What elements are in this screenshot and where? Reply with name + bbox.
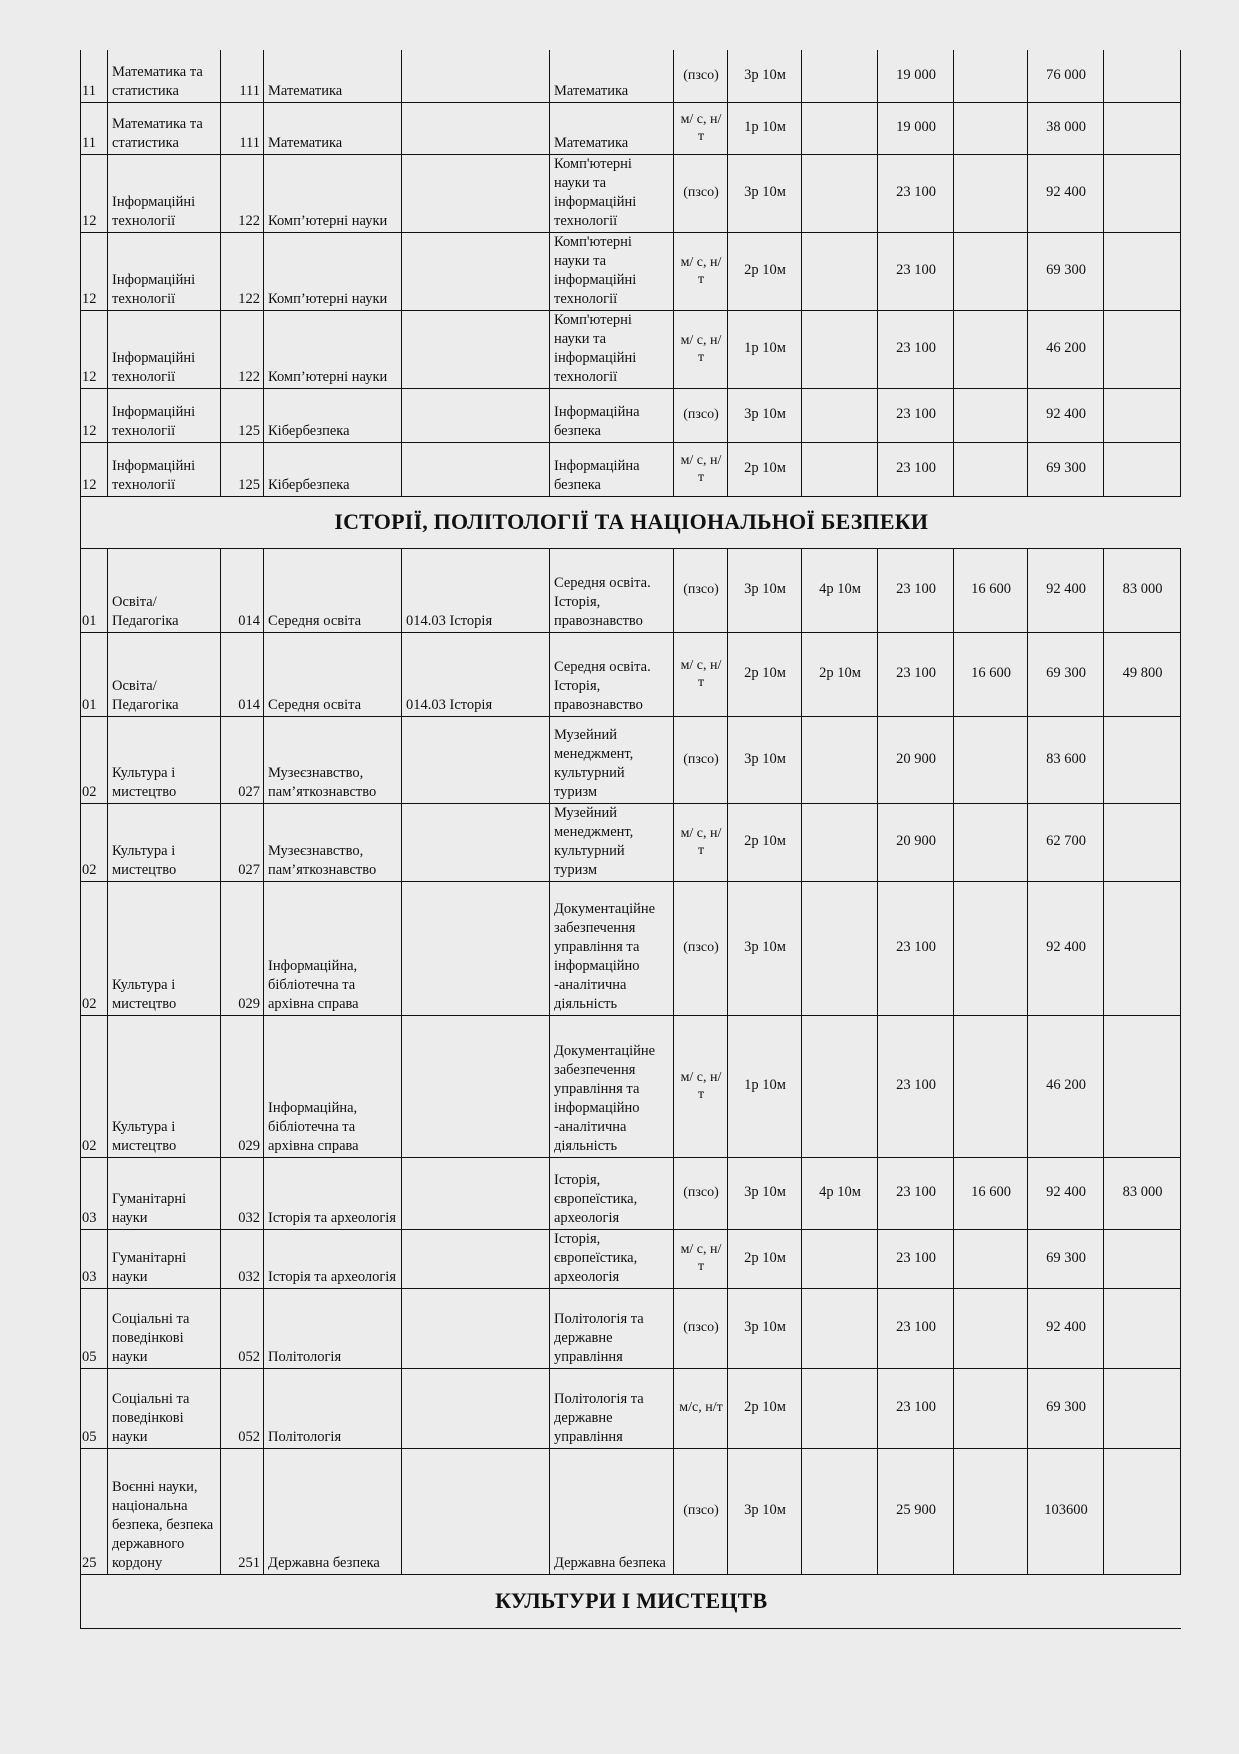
cell-specialty: Інформаційна, бібліотечна та архівна справа	[264, 881, 402, 1015]
cell-study-form: (пзсо)	[674, 548, 728, 632]
cell-term-other	[802, 102, 878, 154]
cell-term-other: 4р 10м	[802, 548, 878, 632]
cell-price-bachelor: 23 100	[878, 1288, 954, 1368]
cell-study-form: м/ с, н/ т	[674, 1015, 728, 1157]
table-body-history	[81, 548, 1181, 1574]
cell-price-bachelor: 23 100	[878, 1229, 954, 1288]
table-row	[81, 388, 1181, 442]
cell-specialization	[402, 1448, 550, 1574]
cell-total-bachelor: 92 400	[1028, 388, 1104, 442]
cell-specialty-code: 029	[221, 881, 264, 1015]
cell-study-form: (пзсо)	[674, 154, 728, 232]
cell-price-bachelor: 25 900	[878, 1448, 954, 1574]
cell-term-other	[802, 1229, 878, 1288]
cell-term-bachelor: 3р 10м	[728, 548, 802, 632]
cell-specialization	[402, 716, 550, 803]
cell-program: Математика	[550, 102, 674, 154]
cell-code: 05	[81, 1288, 108, 1368]
cell-field: Культура і мистецтво	[108, 716, 221, 803]
cell-price-other	[954, 1368, 1028, 1448]
cell-total-other	[1104, 1229, 1181, 1288]
cell-study-form: (пзсо)	[674, 1288, 728, 1368]
cell-price-bachelor: 19 000	[878, 102, 954, 154]
cell-price-bachelor: 23 100	[878, 310, 954, 388]
cell-total-bachelor: 103600	[1028, 1448, 1104, 1574]
cell-specialization	[402, 881, 550, 1015]
cell-term-bachelor: 3р 10м	[728, 154, 802, 232]
cell-term-other: 2р 10м	[802, 632, 878, 716]
cell-total-other	[1104, 1448, 1181, 1574]
cell-term-bachelor: 3р 10м	[728, 388, 802, 442]
cell-study-form: м/ с, н/ т	[674, 232, 728, 310]
cell-specialty-code: 122	[221, 154, 264, 232]
cell-field: Культура і мистецтво	[108, 803, 221, 881]
section-title-history: ІСТОРІЇ, ПОЛІТОЛОГІЇ ТА НАЦІОНАЛЬНОЇ БЕЗПЕКИ	[81, 496, 1181, 548]
cell-specialty-code: 122	[221, 310, 264, 388]
cell-total-bachelor: 92 400	[1028, 154, 1104, 232]
table-row	[81, 548, 1181, 632]
cell-term-other	[802, 388, 878, 442]
cell-specialty-code: 027	[221, 803, 264, 881]
cell-total-bachelor: 46 200	[1028, 1015, 1104, 1157]
section-header-history	[81, 496, 1181, 548]
cell-price-other	[954, 388, 1028, 442]
cell-term-bachelor: 2р 10м	[728, 1229, 802, 1288]
cell-specialty-code: 251	[221, 1448, 264, 1574]
cell-specialization	[402, 50, 550, 102]
cell-total-bachelor: 76 000	[1028, 50, 1104, 102]
cell-total-bachelor: 38 000	[1028, 102, 1104, 154]
cell-term-bachelor: 3р 10м	[728, 50, 802, 102]
cell-price-bachelor: 23 100	[878, 632, 954, 716]
cell-term-other	[802, 881, 878, 1015]
cell-price-other	[954, 881, 1028, 1015]
cell-code: 12	[81, 310, 108, 388]
cell-specialty-code: 032	[221, 1229, 264, 1288]
cell-specialization	[402, 102, 550, 154]
cell-field: Соціальні та поведінкові науки	[108, 1368, 221, 1448]
cell-code: 01	[81, 632, 108, 716]
cell-price-bachelor: 23 100	[878, 232, 954, 310]
cell-total-other: 49 800	[1104, 632, 1181, 716]
cell-program: Інформаційна безпека	[550, 442, 674, 496]
cell-total-other	[1104, 232, 1181, 310]
cell-term-bachelor: 2р 10м	[728, 232, 802, 310]
table-row	[81, 1288, 1181, 1368]
cell-total-bachelor: 69 300	[1028, 232, 1104, 310]
cell-specialty-code: 111	[221, 50, 264, 102]
cell-term-other	[802, 1288, 878, 1368]
cell-program: Середня освіта. Історія, правознавство	[550, 632, 674, 716]
cell-price-other	[954, 442, 1028, 496]
cell-price-other	[954, 310, 1028, 388]
cell-study-form: (пзсо)	[674, 1448, 728, 1574]
cell-price-bachelor: 23 100	[878, 548, 954, 632]
cell-specialty-code: 029	[221, 1015, 264, 1157]
cell-term-bachelor: 3р 10м	[728, 1288, 802, 1368]
cell-code: 11	[81, 50, 108, 102]
cell-total-other: 83 000	[1104, 1157, 1181, 1229]
cell-study-form: (пзсо)	[674, 881, 728, 1015]
cell-total-bachelor: 46 200	[1028, 310, 1104, 388]
cell-price-other	[954, 1229, 1028, 1288]
cell-total-bachelor: 62 700	[1028, 803, 1104, 881]
cell-specialty: Середня освіта	[264, 632, 402, 716]
cell-specialty-code: 125	[221, 442, 264, 496]
table-row	[81, 232, 1181, 310]
cell-total-bachelor: 69 300	[1028, 1229, 1104, 1288]
cell-program: Історія, європеїстика, археологія	[550, 1157, 674, 1229]
cell-specialty: Інформаційна, бібліотечна та архівна справа	[264, 1015, 402, 1157]
cell-term-bachelor: 2р 10м	[728, 442, 802, 496]
cell-specialization	[402, 1229, 550, 1288]
cell-term-bachelor: 2р 10м	[728, 632, 802, 716]
cell-field: Інформаційні технології	[108, 154, 221, 232]
cell-price-other	[954, 716, 1028, 803]
table-row	[81, 803, 1181, 881]
cell-code: 02	[81, 716, 108, 803]
cell-program: Музейний менеджмент, культурний туризм	[550, 716, 674, 803]
cell-specialization	[402, 310, 550, 388]
cell-total-bachelor: 92 400	[1028, 548, 1104, 632]
cell-term-bachelor: 1р 10м	[728, 310, 802, 388]
cell-term-other	[802, 442, 878, 496]
cell-price-other	[954, 232, 1028, 310]
cell-field: Інформаційні технології	[108, 232, 221, 310]
cell-program: Державна безпека	[550, 1448, 674, 1574]
table-row	[81, 1368, 1181, 1448]
cell-study-form: (пзсо)	[674, 50, 728, 102]
cell-price-other	[954, 1288, 1028, 1368]
table-row	[81, 632, 1181, 716]
cell-price-bachelor: 20 900	[878, 803, 954, 881]
cell-term-other	[802, 154, 878, 232]
cell-specialty: Державна безпека	[264, 1448, 402, 1574]
cell-specialty: Кібербезпека	[264, 388, 402, 442]
cell-price-bachelor: 23 100	[878, 154, 954, 232]
cell-specialty-code: 014	[221, 548, 264, 632]
cell-term-other: 4р 10м	[802, 1157, 878, 1229]
cell-specialty-code: 052	[221, 1368, 264, 1448]
cell-field: Інформаційні технології	[108, 442, 221, 496]
cell-study-form: м/ с, н/ т	[674, 632, 728, 716]
cell-total-other	[1104, 881, 1181, 1015]
cell-specialty: Комп’ютерні науки	[264, 310, 402, 388]
cell-code: 01	[81, 548, 108, 632]
cell-field: Культура і мистецтво	[108, 881, 221, 1015]
cell-total-other	[1104, 803, 1181, 881]
cell-program: Політологія та державне управління	[550, 1288, 674, 1368]
cell-specialty-code: 125	[221, 388, 264, 442]
cell-specialization	[402, 154, 550, 232]
cell-code: 05	[81, 1368, 108, 1448]
cell-price-other	[954, 102, 1028, 154]
cell-total-bachelor: 92 400	[1028, 881, 1104, 1015]
cell-specialty: Політологія	[264, 1288, 402, 1368]
cell-field: Соціальні та поведінкові науки	[108, 1288, 221, 1368]
cell-specialization: 014.03 Історія	[402, 548, 550, 632]
cell-term-other	[802, 1448, 878, 1574]
cell-study-form: (пзсо)	[674, 388, 728, 442]
cell-code: 12	[81, 232, 108, 310]
section-title-culture: КУЛЬТУРИ І МИСТЕЦТВ	[81, 1574, 1181, 1628]
cell-price-other: 16 600	[954, 548, 1028, 632]
cell-price-bachelor: 23 100	[878, 1157, 954, 1229]
cell-code: 11	[81, 102, 108, 154]
cell-total-other: 83 000	[1104, 548, 1181, 632]
cell-specialty-code: 052	[221, 1288, 264, 1368]
cell-price-other	[954, 50, 1028, 102]
cell-total-bachelor: 69 300	[1028, 632, 1104, 716]
cell-total-other	[1104, 310, 1181, 388]
table-row	[81, 1229, 1181, 1288]
cell-specialty: Політологія	[264, 1368, 402, 1448]
cell-program: Інформаційна безпека	[550, 388, 674, 442]
cell-term-bachelor: 3р 10м	[728, 1157, 802, 1229]
cell-specialization	[402, 1368, 550, 1448]
cell-price-other	[954, 1015, 1028, 1157]
cell-code: 03	[81, 1157, 108, 1229]
cell-specialization	[402, 232, 550, 310]
cell-specialty: Кібербезпека	[264, 442, 402, 496]
cell-specialty-code: 032	[221, 1157, 264, 1229]
cell-total-bachelor: 83 600	[1028, 716, 1104, 803]
cell-specialization	[402, 388, 550, 442]
cell-program: Комп'ютерні науки та інформаційні технології	[550, 310, 674, 388]
cell-specialty: Середня освіта	[264, 548, 402, 632]
cell-term-other	[802, 716, 878, 803]
cell-total-bachelor: 92 400	[1028, 1288, 1104, 1368]
cell-total-other	[1104, 1368, 1181, 1448]
cell-program: Музейний менеджмент, культурний туризм	[550, 803, 674, 881]
table-body-math-it	[81, 50, 1181, 496]
cell-code: 02	[81, 803, 108, 881]
cell-total-bachelor: 69 300	[1028, 442, 1104, 496]
cell-total-bachelor: 69 300	[1028, 1368, 1104, 1448]
cell-study-form: м/ с, н/ т	[674, 442, 728, 496]
cell-program: Документаційне забезпечення управління та інформаційно -аналітична діяльність	[550, 1015, 674, 1157]
cell-specialty: Музеєзнавство, пам’яткознавство	[264, 716, 402, 803]
cell-specialty: Історія та археологія	[264, 1229, 402, 1288]
cell-total-other	[1104, 154, 1181, 232]
cell-program: Політологія та державне управління	[550, 1368, 674, 1448]
cell-total-other	[1104, 102, 1181, 154]
cell-price-bachelor: 20 900	[878, 716, 954, 803]
table-row	[81, 1015, 1181, 1157]
cell-specialization	[402, 1288, 550, 1368]
table-row	[81, 442, 1181, 496]
cell-code: 02	[81, 881, 108, 1015]
cell-field: Математика та статистика	[108, 102, 221, 154]
cell-code: 25	[81, 1448, 108, 1574]
cell-price-bachelor: 23 100	[878, 388, 954, 442]
cell-specialty-code: 027	[221, 716, 264, 803]
cell-study-form: м/с, н/т	[674, 1368, 728, 1448]
cell-study-form: м/ с, н/ т	[674, 1229, 728, 1288]
cell-field: Освіта/ Педагогіка	[108, 548, 221, 632]
cell-program: Комп'ютерні науки та інформаційні технології	[550, 232, 674, 310]
cell-term-other	[802, 1015, 878, 1157]
table-row	[81, 1448, 1181, 1574]
cell-field: Гуманітарні науки	[108, 1157, 221, 1229]
cell-term-other	[802, 50, 878, 102]
cell-term-bachelor: 1р 10м	[728, 1015, 802, 1157]
cell-total-other	[1104, 1015, 1181, 1157]
cell-price-other: 16 600	[954, 632, 1028, 716]
cell-specialization	[402, 1157, 550, 1229]
cell-field: Інформаційні технології	[108, 310, 221, 388]
cell-specialty: Комп’ютерні науки	[264, 232, 402, 310]
tuition-table	[80, 50, 1181, 1629]
cell-term-other	[802, 232, 878, 310]
cell-specialty: Математика	[264, 102, 402, 154]
cell-price-other	[954, 154, 1028, 232]
cell-code: 12	[81, 442, 108, 496]
cell-term-bachelor: 2р 10м	[728, 803, 802, 881]
cell-study-form: (пзсо)	[674, 1157, 728, 1229]
cell-specialization	[402, 1015, 550, 1157]
cell-term-bachelor: 3р 10м	[728, 1448, 802, 1574]
table-row	[81, 1157, 1181, 1229]
cell-specialty-code: 014	[221, 632, 264, 716]
cell-code: 03	[81, 1229, 108, 1288]
section-header-culture	[81, 1574, 1181, 1628]
cell-study-form: (пзсо)	[674, 716, 728, 803]
cell-price-bachelor: 23 100	[878, 1015, 954, 1157]
cell-code: 12	[81, 388, 108, 442]
cell-term-bachelor: 3р 10м	[728, 716, 802, 803]
cell-specialization	[402, 803, 550, 881]
cell-study-form: м/ с, н/ т	[674, 803, 728, 881]
cell-field: Інформаційні технології	[108, 388, 221, 442]
cell-term-other	[802, 310, 878, 388]
cell-study-form: м/ с, н/ т	[674, 310, 728, 388]
cell-specialization: 014.03 Історія	[402, 632, 550, 716]
cell-specialty: Історія та археологія	[264, 1157, 402, 1229]
cell-price-bachelor: 23 100	[878, 442, 954, 496]
table-row	[81, 881, 1181, 1015]
cell-field: Культура і мистецтво	[108, 1015, 221, 1157]
cell-price-other	[954, 803, 1028, 881]
cell-program: Історія, європеїстика, археологія	[550, 1229, 674, 1288]
table-row	[81, 310, 1181, 388]
cell-study-form: м/ с, н/ т	[674, 102, 728, 154]
table-row	[81, 102, 1181, 154]
cell-price-bachelor: 23 100	[878, 1368, 954, 1448]
document-page	[80, 50, 1180, 1629]
cell-term-bachelor: 2р 10м	[728, 1368, 802, 1448]
cell-term-other	[802, 803, 878, 881]
cell-program: Математика	[550, 50, 674, 102]
cell-price-bachelor: 19 000	[878, 50, 954, 102]
cell-total-other	[1104, 442, 1181, 496]
cell-total-other	[1104, 716, 1181, 803]
table-row	[81, 716, 1181, 803]
cell-program: Середня освіта. Історія, правознавство	[550, 548, 674, 632]
table-row	[81, 50, 1181, 102]
cell-code: 12	[81, 154, 108, 232]
cell-total-bachelor: 92 400	[1028, 1157, 1104, 1229]
cell-term-other	[802, 1368, 878, 1448]
cell-specialization	[402, 442, 550, 496]
cell-program: Комп'ютерні науки та інформаційні технології	[550, 154, 674, 232]
cell-total-other	[1104, 388, 1181, 442]
cell-field: Гуманітарні науки	[108, 1229, 221, 1288]
cell-term-bachelor: 1р 10м	[728, 102, 802, 154]
cell-field: Освіта/ Педагогіка	[108, 632, 221, 716]
cell-price-bachelor: 23 100	[878, 881, 954, 1015]
cell-field: Воєнні науки, національна безпека, безпека державного кордону	[108, 1448, 221, 1574]
table-row	[81, 154, 1181, 232]
cell-total-other	[1104, 50, 1181, 102]
cell-field: Математика та статистика	[108, 50, 221, 102]
cell-specialty: Комп’ютерні науки	[264, 154, 402, 232]
cell-program: Документаційне забезпечення управління та інформаційно -аналітична діяльність	[550, 881, 674, 1015]
cell-code: 02	[81, 1015, 108, 1157]
cell-term-bachelor: 3р 10м	[728, 881, 802, 1015]
cell-price-other	[954, 1448, 1028, 1574]
cell-specialty: Математика	[264, 50, 402, 102]
cell-specialty: Музеєзнавство, пам’яткознавство	[264, 803, 402, 881]
cell-specialty-code: 111	[221, 102, 264, 154]
cell-specialty-code: 122	[221, 232, 264, 310]
cell-price-other: 16 600	[954, 1157, 1028, 1229]
cell-total-other	[1104, 1288, 1181, 1368]
